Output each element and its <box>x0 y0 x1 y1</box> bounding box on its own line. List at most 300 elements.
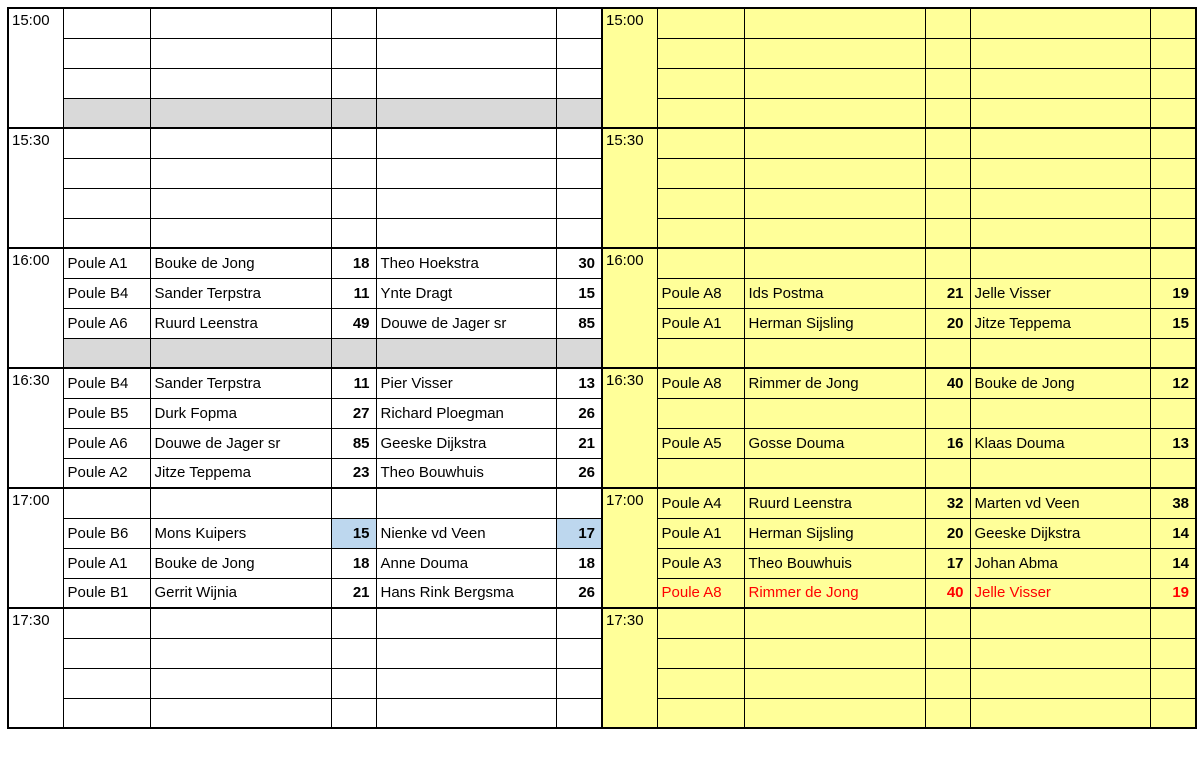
poule-cell <box>657 218 744 248</box>
time-slot-cell: 17:30 <box>8 608 63 728</box>
table-row <box>8 608 602 638</box>
score-one-cell <box>331 188 376 218</box>
score-one-cell: 23 <box>331 458 376 488</box>
table-row <box>8 98 602 128</box>
poule-cell <box>657 608 744 638</box>
table-row <box>602 188 1196 218</box>
player-one-cell <box>744 248 925 278</box>
time-slot-cell: 16:30 <box>602 368 657 488</box>
poule-cell <box>63 338 150 368</box>
poule-cell: Poule A6 <box>63 308 150 338</box>
score-one-cell <box>331 488 376 518</box>
score-two-cell <box>1150 458 1196 488</box>
score-one-cell <box>331 98 376 128</box>
player-two-cell <box>376 488 556 518</box>
score-two-cell: 21 <box>556 428 602 458</box>
table-row <box>8 248 602 278</box>
score-one-cell <box>925 38 970 68</box>
poule-cell <box>63 158 150 188</box>
score-two-cell: 85 <box>556 308 602 338</box>
player-one-cell: Gerrit Wijnia <box>150 578 331 608</box>
score-two-cell <box>556 668 602 698</box>
poule-cell: Poule B4 <box>63 278 150 308</box>
table-row <box>8 368 602 398</box>
poule-cell: Poule A2 <box>63 458 150 488</box>
poule-cell <box>63 638 150 668</box>
player-one-cell <box>744 698 925 728</box>
player-two-cell <box>970 68 1150 98</box>
score-one-cell <box>331 8 376 38</box>
table-row <box>8 308 602 338</box>
player-one-cell: Rimmer de Jong <box>744 368 925 398</box>
table-row <box>602 338 1196 368</box>
player-one-cell <box>744 158 925 188</box>
player-one-cell: Rimmer de Jong <box>744 578 925 608</box>
score-one-cell: 18 <box>331 248 376 278</box>
player-two-cell <box>376 698 556 728</box>
table-row <box>602 158 1196 188</box>
score-two-cell: 26 <box>556 398 602 428</box>
score-two-cell: 13 <box>1150 428 1196 458</box>
player-two-cell: Ynte Dragt <box>376 278 556 308</box>
player-two-cell <box>376 338 556 368</box>
poule-cell: Poule A8 <box>657 368 744 398</box>
score-one-cell <box>925 128 970 158</box>
score-one-cell <box>925 218 970 248</box>
poule-cell <box>63 608 150 638</box>
player-one-cell: Herman Sijsling <box>744 308 925 338</box>
time-slot-cell: 17:30 <box>602 608 657 728</box>
score-two-cell <box>1150 218 1196 248</box>
player-two-cell <box>376 128 556 158</box>
poule-cell <box>657 458 744 488</box>
player-one-cell <box>744 128 925 158</box>
player-two-cell <box>376 8 556 38</box>
score-two-cell <box>1150 608 1196 638</box>
player-one-cell <box>150 38 331 68</box>
poule-cell: Poule A6 <box>63 428 150 458</box>
table-row <box>602 458 1196 488</box>
poule-cell: Poule A1 <box>657 308 744 338</box>
right-schedule-table <box>601 7 1197 729</box>
score-one-cell <box>925 698 970 728</box>
table-row <box>8 698 602 728</box>
player-one-cell <box>744 638 925 668</box>
score-two-cell <box>1150 98 1196 128</box>
player-two-cell: Jitze Teppema <box>970 308 1150 338</box>
score-one-cell: 40 <box>925 578 970 608</box>
score-two-cell <box>1150 8 1196 38</box>
player-one-cell: Durk Fopma <box>150 398 331 428</box>
score-two-cell: 13 <box>556 368 602 398</box>
table-row <box>602 638 1196 668</box>
player-one-cell <box>150 218 331 248</box>
score-one-cell: 21 <box>331 578 376 608</box>
player-one-cell <box>150 188 331 218</box>
poule-cell <box>657 68 744 98</box>
score-one-cell <box>331 128 376 158</box>
score-two-cell <box>1150 128 1196 158</box>
score-two-cell <box>556 338 602 368</box>
score-two-cell <box>1150 158 1196 188</box>
score-two-cell: 38 <box>1150 488 1196 518</box>
poule-cell <box>63 698 150 728</box>
score-two-cell <box>556 158 602 188</box>
score-two-cell: 19 <box>1150 278 1196 308</box>
player-one-cell <box>744 38 925 68</box>
player-two-cell <box>970 638 1150 668</box>
poule-cell: Poule A1 <box>63 248 150 278</box>
poule-cell <box>657 158 744 188</box>
score-two-cell: 18 <box>556 548 602 578</box>
player-one-cell <box>150 98 331 128</box>
poule-cell <box>63 488 150 518</box>
player-two-cell: Johan Abma <box>970 548 1150 578</box>
table-row <box>602 428 1196 458</box>
player-two-cell: Nienke vd Veen <box>376 518 556 548</box>
player-one-cell <box>150 488 331 518</box>
player-one-cell: Ruurd Leenstra <box>150 308 331 338</box>
player-one-cell: Bouke de Jong <box>150 548 331 578</box>
table-row <box>602 698 1196 728</box>
player-two-cell: Geeske Dijkstra <box>376 428 556 458</box>
score-two-cell <box>556 608 602 638</box>
player-one-cell <box>744 98 925 128</box>
poule-cell <box>657 248 744 278</box>
player-one-cell <box>150 128 331 158</box>
player-one-cell <box>744 458 925 488</box>
table-row <box>8 668 602 698</box>
player-one-cell <box>150 698 331 728</box>
score-two-cell <box>556 188 602 218</box>
player-two-cell <box>970 608 1150 638</box>
player-two-cell <box>970 8 1150 38</box>
player-one-cell <box>744 608 925 638</box>
player-one-cell: Mons Kuipers <box>150 518 331 548</box>
score-one-cell <box>331 218 376 248</box>
player-one-cell: Gosse Douma <box>744 428 925 458</box>
player-one-cell <box>744 188 925 218</box>
score-two-cell <box>556 38 602 68</box>
player-two-cell: Marten vd Veen <box>970 488 1150 518</box>
poule-cell <box>63 188 150 218</box>
poule-cell <box>657 698 744 728</box>
score-one-cell: 15 <box>331 518 376 548</box>
poule-cell: Poule A8 <box>657 278 744 308</box>
score-two-cell <box>556 68 602 98</box>
poule-cell <box>657 38 744 68</box>
score-one-cell <box>925 98 970 128</box>
table-row <box>602 608 1196 638</box>
poule-cell: Poule B6 <box>63 518 150 548</box>
poule-cell: Poule A1 <box>657 518 744 548</box>
poule-cell <box>657 98 744 128</box>
poule-cell <box>657 188 744 218</box>
player-two-cell <box>970 98 1150 128</box>
score-one-cell <box>331 68 376 98</box>
score-two-cell: 14 <box>1150 548 1196 578</box>
poule-cell <box>63 8 150 38</box>
player-two-cell: Pier Visser <box>376 368 556 398</box>
player-two-cell <box>970 38 1150 68</box>
player-two-cell <box>970 128 1150 158</box>
table-row <box>602 398 1196 428</box>
score-one-cell: 32 <box>925 488 970 518</box>
player-two-cell <box>970 248 1150 278</box>
player-one-cell <box>150 608 331 638</box>
table-row <box>8 578 602 608</box>
poule-cell <box>657 668 744 698</box>
player-one-cell: Jitze Teppema <box>150 458 331 488</box>
player-two-cell: Theo Hoekstra <box>376 248 556 278</box>
score-two-cell <box>556 488 602 518</box>
score-two-cell: 30 <box>556 248 602 278</box>
player-two-cell: Klaas Douma <box>970 428 1150 458</box>
poule-cell: Poule A5 <box>657 428 744 458</box>
table-row <box>8 188 602 218</box>
score-one-cell <box>331 638 376 668</box>
table-row <box>602 278 1196 308</box>
table-row <box>8 488 602 518</box>
player-two-cell: Anne Douma <box>376 548 556 578</box>
player-two-cell: Geeske Dijkstra <box>970 518 1150 548</box>
score-two-cell <box>1150 398 1196 428</box>
table-row <box>8 158 602 188</box>
player-two-cell <box>970 158 1150 188</box>
player-two-cell <box>970 698 1150 728</box>
table-row <box>8 638 602 668</box>
score-two-cell <box>556 128 602 158</box>
poule-cell <box>657 338 744 368</box>
score-one-cell <box>925 458 970 488</box>
player-two-cell <box>376 158 556 188</box>
time-slot-cell: 16:30 <box>8 368 63 488</box>
player-one-cell: Bouke de Jong <box>150 248 331 278</box>
score-one-cell <box>925 8 970 38</box>
player-one-cell <box>744 218 925 248</box>
score-two-cell <box>1150 38 1196 68</box>
player-two-cell <box>970 398 1150 428</box>
poule-cell <box>63 668 150 698</box>
player-one-cell: Herman Sijsling <box>744 518 925 548</box>
player-one-cell: Sander Terpstra <box>150 278 331 308</box>
table-row <box>602 668 1196 698</box>
score-two-cell: 26 <box>556 458 602 488</box>
score-one-cell <box>925 608 970 638</box>
score-two-cell: 19 <box>1150 578 1196 608</box>
score-two-cell <box>1150 248 1196 278</box>
time-slot-cell: 15:00 <box>602 8 657 128</box>
player-two-cell <box>376 98 556 128</box>
score-one-cell: 27 <box>331 398 376 428</box>
table-row <box>8 338 602 368</box>
table-row <box>8 458 602 488</box>
player-one-cell <box>150 8 331 38</box>
poule-cell <box>657 128 744 158</box>
player-two-cell <box>376 608 556 638</box>
player-two-cell: Douwe de Jager sr <box>376 308 556 338</box>
poule-cell: Poule A8 <box>657 578 744 608</box>
score-one-cell: 21 <box>925 278 970 308</box>
table-row <box>602 68 1196 98</box>
table-row <box>602 488 1196 518</box>
score-two-cell <box>556 218 602 248</box>
poule-cell: Poule B4 <box>63 368 150 398</box>
score-two-cell: 15 <box>556 278 602 308</box>
score-one-cell: 11 <box>331 368 376 398</box>
player-one-cell: Theo Bouwhuis <box>744 548 925 578</box>
player-two-cell <box>970 668 1150 698</box>
player-one-cell: Ids Postma <box>744 278 925 308</box>
score-two-cell <box>556 638 602 668</box>
table-row <box>602 98 1196 128</box>
right-schedule-body <box>602 8 1196 728</box>
player-two-cell: Hans Rink Bergsma <box>376 578 556 608</box>
player-two-cell <box>970 338 1150 368</box>
time-slot-cell: 15:30 <box>8 128 63 248</box>
poule-cell: Poule B5 <box>63 398 150 428</box>
player-two-cell <box>970 218 1150 248</box>
time-slot-cell: 15:30 <box>602 128 657 248</box>
score-one-cell <box>331 698 376 728</box>
score-two-cell: 15 <box>1150 308 1196 338</box>
table-row <box>8 38 602 68</box>
score-two-cell: 17 <box>556 518 602 548</box>
player-one-cell: Sander Terpstra <box>150 368 331 398</box>
poule-cell <box>63 218 150 248</box>
score-one-cell <box>331 668 376 698</box>
table-row <box>602 8 1196 38</box>
table-row <box>602 308 1196 338</box>
score-one-cell <box>331 338 376 368</box>
poule-cell <box>63 128 150 158</box>
poule-cell: Poule B1 <box>63 578 150 608</box>
score-two-cell <box>1150 68 1196 98</box>
score-two-cell <box>1150 338 1196 368</box>
player-two-cell: Jelle Visser <box>970 278 1150 308</box>
score-one-cell <box>925 338 970 368</box>
table-row <box>8 218 602 248</box>
score-one-cell <box>925 668 970 698</box>
poule-cell <box>657 398 744 428</box>
player-one-cell: Douwe de Jager sr <box>150 428 331 458</box>
score-one-cell <box>925 158 970 188</box>
score-one-cell <box>925 248 970 278</box>
score-one-cell: 85 <box>331 428 376 458</box>
player-one-cell <box>744 668 925 698</box>
table-row <box>602 128 1196 158</box>
score-one-cell <box>925 68 970 98</box>
poule-cell <box>657 8 744 38</box>
time-slot-cell: 16:00 <box>602 248 657 368</box>
score-one-cell <box>925 188 970 218</box>
score-one-cell: 49 <box>331 308 376 338</box>
score-two-cell: 14 <box>1150 518 1196 548</box>
score-two-cell: 12 <box>1150 368 1196 398</box>
left-schedule-table <box>7 7 603 729</box>
time-slot-cell: 17:00 <box>602 488 657 608</box>
poule-cell <box>63 38 150 68</box>
table-row <box>602 218 1196 248</box>
score-one-cell <box>331 608 376 638</box>
score-one-cell <box>331 158 376 188</box>
table-row <box>602 578 1196 608</box>
player-one-cell <box>150 338 331 368</box>
player-one-cell <box>744 338 925 368</box>
player-one-cell <box>150 668 331 698</box>
score-two-cell <box>1150 668 1196 698</box>
score-one-cell: 16 <box>925 428 970 458</box>
score-one-cell: 40 <box>925 368 970 398</box>
score-one-cell <box>925 398 970 428</box>
score-two-cell <box>556 698 602 728</box>
score-one-cell: 17 <box>925 548 970 578</box>
table-row <box>8 128 602 158</box>
player-two-cell <box>970 458 1150 488</box>
poule-cell: Poule A4 <box>657 488 744 518</box>
player-two-cell <box>376 68 556 98</box>
table-row <box>8 68 602 98</box>
score-two-cell <box>556 8 602 38</box>
table-row <box>8 398 602 428</box>
score-one-cell: 11 <box>331 278 376 308</box>
score-two-cell <box>556 98 602 128</box>
poule-cell: Poule A3 <box>657 548 744 578</box>
table-row <box>8 518 602 548</box>
table-row <box>8 428 602 458</box>
player-two-cell <box>376 188 556 218</box>
table-row <box>8 8 602 38</box>
score-one-cell <box>331 38 376 68</box>
player-two-cell: Richard Ploegman <box>376 398 556 428</box>
table-row <box>8 548 602 578</box>
table-row <box>602 38 1196 68</box>
player-one-cell <box>744 68 925 98</box>
table-row <box>602 518 1196 548</box>
player-two-cell: Bouke de Jong <box>970 368 1150 398</box>
poule-cell <box>63 98 150 128</box>
score-one-cell <box>925 638 970 668</box>
player-one-cell: Ruurd Leenstra <box>744 488 925 518</box>
player-two-cell <box>970 188 1150 218</box>
score-one-cell: 20 <box>925 518 970 548</box>
score-two-cell <box>1150 638 1196 668</box>
table-row <box>602 248 1196 278</box>
poule-cell: Poule A1 <box>63 548 150 578</box>
time-slot-cell: 17:00 <box>8 488 63 608</box>
poule-cell <box>657 638 744 668</box>
poule-cell <box>63 68 150 98</box>
score-two-cell <box>1150 188 1196 218</box>
player-two-cell <box>376 668 556 698</box>
player-two-cell <box>376 218 556 248</box>
player-one-cell <box>744 8 925 38</box>
table-row <box>602 548 1196 578</box>
player-one-cell <box>744 398 925 428</box>
player-two-cell <box>376 638 556 668</box>
score-one-cell: 18 <box>331 548 376 578</box>
player-two-cell: Theo Bouwhuis <box>376 458 556 488</box>
left-schedule-body <box>8 8 602 728</box>
player-one-cell <box>150 638 331 668</box>
time-slot-cell: 16:00 <box>8 248 63 368</box>
player-one-cell <box>150 158 331 188</box>
time-slot-cell: 15:00 <box>8 8 63 128</box>
score-one-cell: 20 <box>925 308 970 338</box>
player-two-cell <box>376 38 556 68</box>
table-row <box>8 278 602 308</box>
score-two-cell <box>1150 698 1196 728</box>
